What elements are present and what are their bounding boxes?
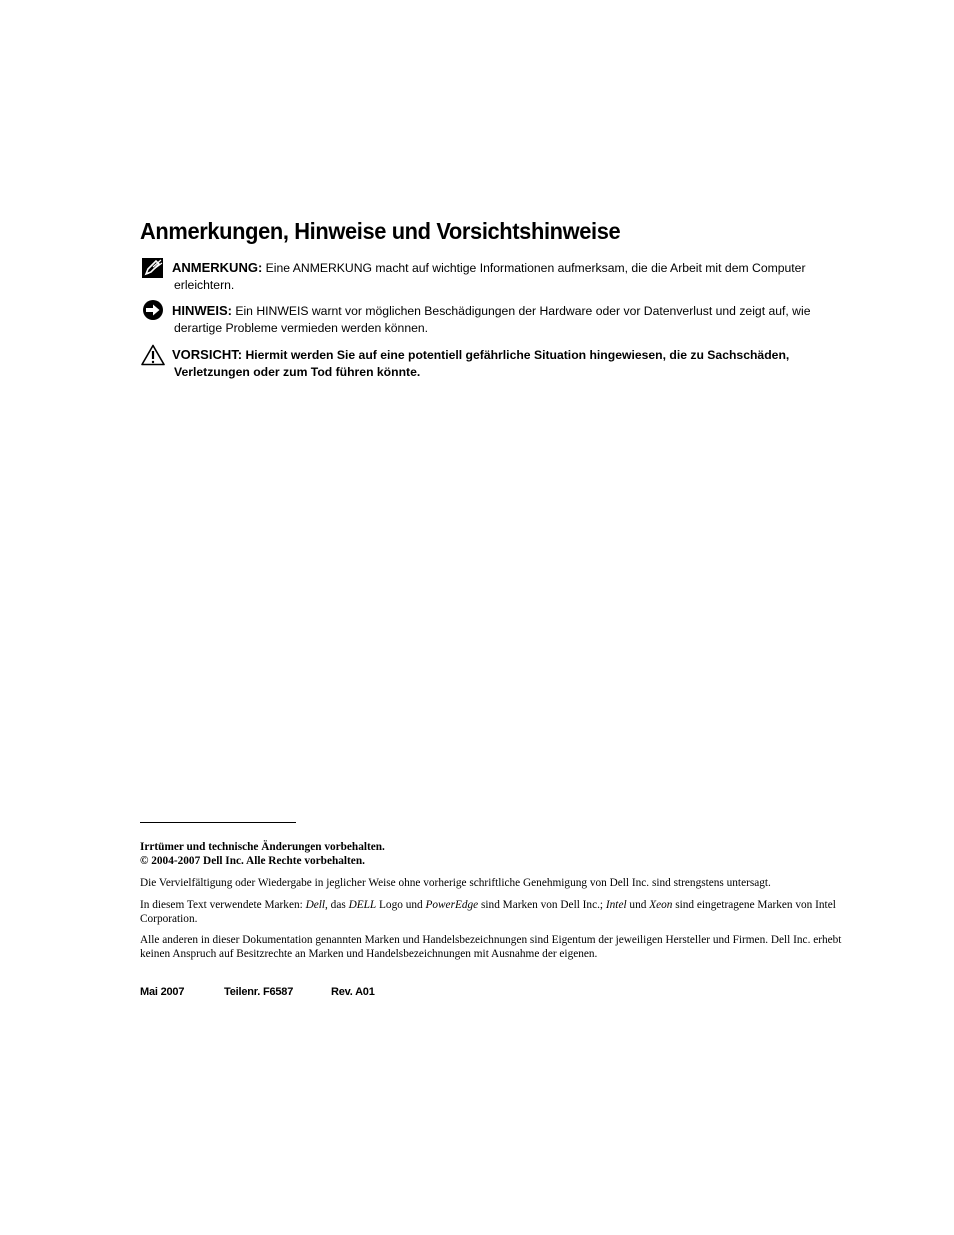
note-notice (140, 259, 840, 294)
copyright-line: © 2004-2007 Dell Inc. Alle Rechte vorbehalten. (140, 855, 365, 867)
hint-notice (140, 302, 840, 337)
hint-text: Ein HINWEIS warnt vor möglichen Beschädigungen der Hardware oder vor Datenverlust und zeigt auf, wie derartige Probleme vermieden werden können. (174, 304, 811, 335)
trademarks-intro: In diesem Text verwendete Marken: (140, 899, 306, 911)
other-marks-text: Alle anderen in dieser Dokumentation genannten Marken und Handelsbezeichnungen sind Eigentum der jeweiligen Hersteller und Firmen. Dell Inc. erhebt keinen Anspruch auf Besitzrechte an Marken und Handelsbezeichnungen mit Ausnahme der eigenen. (140, 934, 842, 960)
trademarks-end: sind eingetragene Marken von Intel Corporation. (140, 899, 836, 925)
legal-header (140, 840, 845, 868)
other-marks-notice (140, 933, 845, 961)
trademarks-sep-4: und (626, 899, 650, 911)
notice-arrow-icon (140, 300, 165, 322)
caution-triangle-icon (140, 344, 165, 366)
caution-text: Hiermit werden Sie auf eine potentiell gefährliche Situation hingewiesen, die zu Sachschäden, Verletzungen oder zum Tod führen könnte. (174, 348, 790, 379)
revision: Rev. A01 (331, 986, 375, 998)
note-pencil-icon (140, 257, 165, 279)
page-title: Anmerkungen, Hinweise und Vorsichtshinweise (140, 218, 621, 244)
reproduction-notice (140, 876, 845, 890)
trademark-xeon: Xeon (649, 899, 673, 911)
hint-label: HINWEIS: (172, 303, 232, 318)
note-label: ANMERKUNG: (172, 260, 263, 275)
footnote-divider (140, 822, 296, 823)
reproduction-text: Die Vervielfältigung oder Wiedergabe in jeglicher Weise ohne vorherige schriftliche Genehmigung von Dell Inc. sind strengstens untersagt. (140, 877, 771, 889)
note-text: Eine ANMERKUNG macht auf wichtige Informationen aufmerksam, die die Arbeit mit dem Computer erleichtern. (174, 261, 806, 292)
caution-notice (140, 346, 840, 381)
errors-line: Irrtümer und technische Änderungen vorbehalten. (140, 841, 385, 853)
trademarks-sep-2: Logo und (376, 899, 426, 911)
trademark-poweredge: PowerEdge (425, 899, 479, 911)
trademarks-notice (140, 898, 845, 926)
part-number: Teilenr. F6587 (224, 986, 294, 998)
caution-label: VORSICHT: (172, 347, 243, 362)
trademarks-text (140, 898, 845, 926)
publication-date: Mai 2007 (140, 986, 185, 998)
trademark-dell: Dell (305, 899, 326, 911)
trademark-dell-logo: DELL (348, 899, 377, 911)
trademark-intel: Intel (605, 899, 627, 911)
trademarks-sep-1: , das (325, 899, 349, 911)
trademarks-sep-3: sind Marken von Dell Inc.; (478, 899, 606, 911)
